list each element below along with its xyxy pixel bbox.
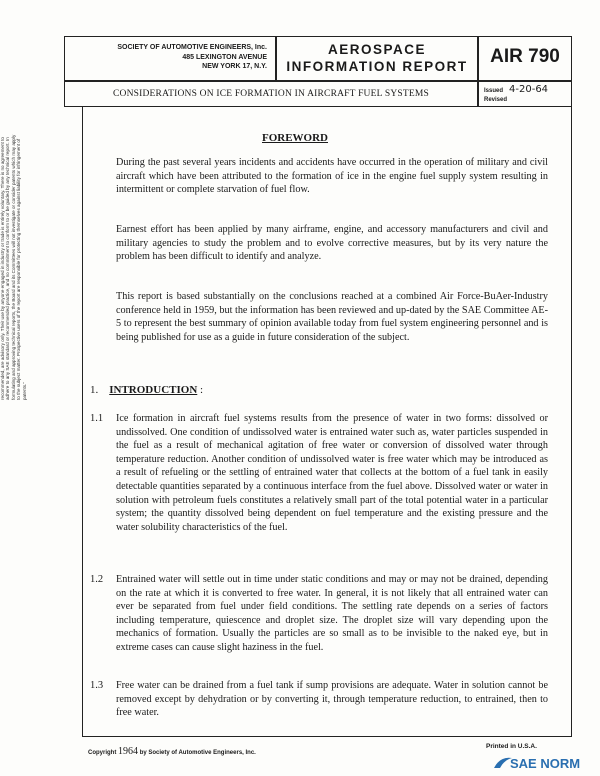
paragraph-number: 1.2 xyxy=(90,574,104,585)
copyright-holder: by Society of Automotive Engineers, Inc. xyxy=(139,750,256,756)
copyright-line xyxy=(88,746,256,757)
paragraph-1-3: Free water can be drained from a fuel tank if sump provisions are adequate. Water in solution cannot be removed except by dehydration or by converting it, through temperature reduction, to entrained, then to free water. xyxy=(116,680,548,719)
copyright-year: 1964 xyxy=(118,746,139,757)
foreword-paragraph-2: Earnest effort has been applied by many airframe, engine, and accessory manufacturers and civil and military agencies to study the problem and to evolve corrective measures, but by its very nature the problem has been difficult to identify and analyze. xyxy=(116,224,548,263)
section-number: 1. xyxy=(90,384,99,396)
side-legal-notice: recommended, are advisory only. Their use by anyone engaged in industry or trade is entirely voluntary. There is no agreement to adhere to any SAE standard or recommended practice, and no commitment to conform to or be guided by any technical report. In formulating and approving technical reports, the Board and its Committees will not investigate or consider patents which may apply to the subject matter. Prospective users of the report are responsible for protecting themselves against liability for infringement of patents." xyxy=(0,134,27,400)
paragraph-1-2: Entrained water will settle out in time under static conditions and may or may not be drained, depending on the rate at which it is converted to free water. In general, it is not likely that all entrained water can ever be separated from fuel under field conditions. The settling rate depends on a series of factors including temperature, quiescence and droplet size. The droplet size will vary depending upon the mechanics of formation. Usually the particles are so small as to be invisible to the naked eye, but in extreme cases can cause slight haziness in the fuel. xyxy=(116,574,548,653)
section-title: INTRODUCTION xyxy=(109,384,198,396)
copyright-label: Copyright xyxy=(88,750,117,756)
air-number: AIR 790 xyxy=(478,36,572,81)
issued-date: 4-20-64 xyxy=(509,84,549,95)
foreword-heading: FOREWORD xyxy=(262,132,328,144)
logo-text: SAE NORM xyxy=(510,756,581,771)
society-street: 485 LEXINGTON AVENUE xyxy=(182,53,267,61)
foreword-paragraph-3: This report is based substantially on the conclusions reached at a combined Air Force-BuAer-Industry conference held in 1959, but the information has been reviewed and up-dated by the SAE Committee AE-5 to represent the best summary of opinion available today from fuel system engineering personnel and is being published for use as a guide in future consideration of the subject. xyxy=(116,291,548,343)
foreword-paragraph-1: During the past several years incidents and accidents have occurred in the operation of military and civil aircraft which have been attributed to the formation of ice in the engine fuel supply system resulting in intermittent or complete starvation of fuel flow. xyxy=(116,157,548,196)
paragraph-number: 1.3 xyxy=(90,680,104,691)
report-type-line1: AEROSPACE xyxy=(327,42,426,57)
printed-in-usa: Printed in U.S.A. xyxy=(486,743,537,750)
report-type-box xyxy=(276,36,478,81)
document-title: CONSIDERATIONS ON ICE FORMATION IN AIRCRAFT FUEL SYSTEMS xyxy=(64,81,478,107)
paragraph-number: 1.1 xyxy=(90,413,104,424)
report-type-line2: INFORMATION REPORT xyxy=(286,59,468,74)
issue-box xyxy=(478,81,572,107)
paragraph-1-1: Ice formation in aircraft fuel systems results from the presence of water in two forms: dissolved or undissolved. One condition of undissolved water is entrained water such as, water particles suspended in the fuel as a result of mechanical agitation of free water or conversion of dissolved water through temperature reduction. Another condition of undissolved water is free water which may be introduced as a result of refueling or the settling of entrained water that collects at the bottom of a fuel tank in easily detectable quantities separated by a continuous interface from the fuel above. Dissolved water or water in solution with petroleum fuels constitutes a relatively small part of the total potential water in a particular system; the quantity dissolved being dependent on fuel temperature and the existing pressure and the water solubility characteristics of the fuel. xyxy=(116,413,548,533)
section-colon: : xyxy=(200,384,204,396)
section-heading xyxy=(90,384,203,396)
society-city: NEW YORK 17, N.Y. xyxy=(202,63,267,70)
issued-label: Issued xyxy=(484,88,504,94)
sae-norm-logo xyxy=(490,752,598,774)
revised-label: Revised xyxy=(484,97,508,103)
society-name: SOCIETY OF AUTOMOTIVE ENGINEERS, Inc. xyxy=(117,44,267,51)
society-address-box xyxy=(64,36,276,81)
